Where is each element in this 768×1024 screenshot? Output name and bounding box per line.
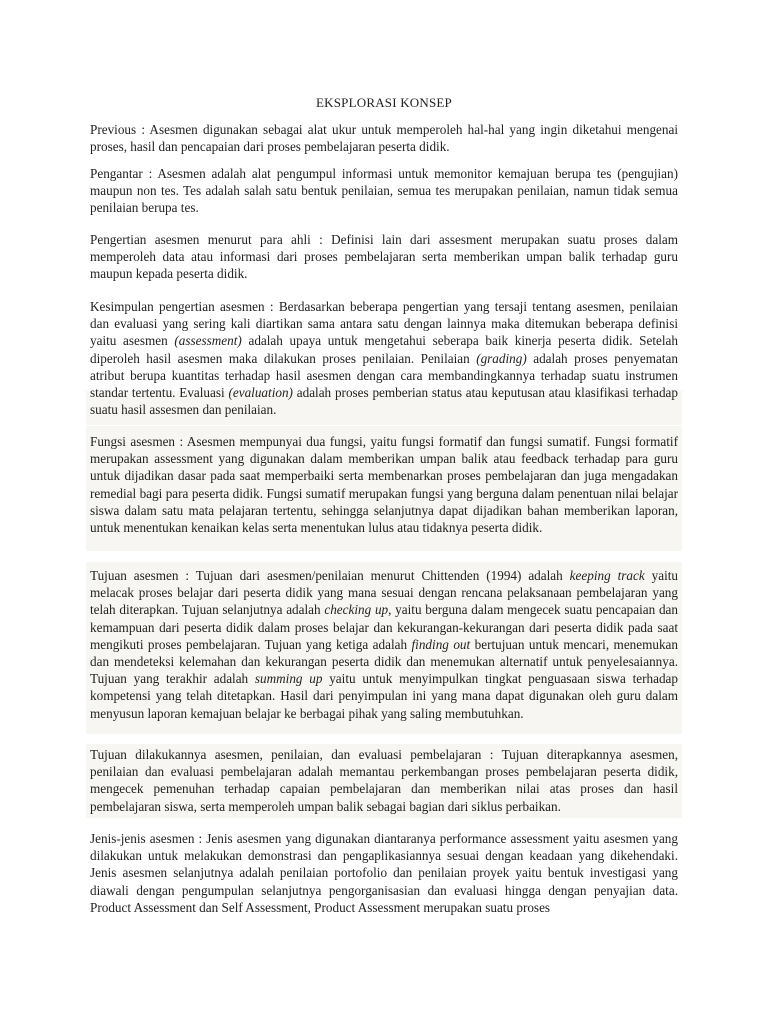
paragraph-text: Tujuan dilakukannya asesmen, penilaian, dan evaluasi pembelajaran : Tujuan diterapkannya asesmen, penilaian dan evaluasi pembelajaran adalah memantau perkembangan proses pembelajaran peserta didik, mengecek pemenuhan terhadap capaian pembelajaran dan memberikan nilai atas proses dan hasil pembelajaran siswa, serta memperoleh umpan balik sebagai bagian dari siklus perbaikan. (90, 747, 678, 814)
paragraph-tujuan-dilakukan (90, 746, 678, 815)
paragraph-previous (90, 121, 678, 155)
italic-term: (assessment) (174, 333, 242, 349)
paragraph-text: bertujuan untuk mencari, menemukan dan mendeteksi kelemahan dan kekurangan peserta didik dan menemukan alternatif untuk penyelesaiannya. Tujuan yang terakhir adalah (90, 636, 679, 687)
paragraph-text: adalah proses pemberian status atau keputusan atau klasifikasi terhadap suatu hasil assesmen dan penilaian. (90, 385, 678, 418)
italic-term: (evaluation) (228, 385, 293, 401)
paragraph-text: yaitu melacak proses belajar dari peserta didik yang mana sesuai dengan rencana pelaksanaan pembelajaran yang telah diterapkan. Tujuan selanjutnya adalah (90, 568, 678, 618)
paragraph-text: Fungsi asesmen : Asesmen mempunyai dua fungsi, yaitu fungsi formatif dan fungsi sumatif. Fungsi formatif merupakan assessment yang digunakan dalam memberikan umpan balik atau feedback terhadap para guru untuk dijadikan dasar pada saat memperbaiki serta membenarkan proses pembelajaran dan juga mengadakan remedial bagi para peserta didik. Fungsi sumatif merupakan fungsi yang berguna dalam penentuan nilai belajar siswa dalam satu mata pelajaran tertentu, sehingga selanjutnya dapat dijadikan bahan memberikan laporan, untuk menentukan kenaikan kelas serta menentukan lulus atau tidaknya peserta didik. (90, 434, 678, 536)
paragraph-jenis (90, 830, 678, 916)
paragraph-text: Pengantar : Asesmen adalah alat pengumpul informasi untuk memonitor kemajuan berupa tes (pengujian) maupun non tes. Tes adalah salah satu bentuk penilaian, semua tes merupakan penilaian, namun tidak semua penilaian berupa tes. (90, 166, 678, 216)
paragraph-text: adalah proses penyematan atribut berupa kuantitas terhadap hasil asesmen dengan cara membandingkannya terhadap suatu instrumen standar tertentu. Evaluasi (90, 350, 679, 401)
italic-term: (grading) (476, 350, 527, 366)
paragraph-pengertian (90, 231, 678, 283)
italic-term: finding out (411, 636, 471, 652)
paragraph-text: Kesimpulan pengertian asesmen : Berdasarkan beberapa pengertian yang tersaji tentang asesmen, penilaian dan evaluasi yang sering kali diartikan sama antara satu dengan lainnya maka ditemukan beberapa definisi yaitu asesmen (90, 299, 678, 349)
paragraph-text: , yaitu berguna dalam mengecek suatu pencapaian dan kemampuan dari peserta didik dalam proses belajar dan kekurangan-kekurangan dari peserta didik pada saat mengikuti proses pembelajaran. Tujuan yang ketiga adalah (90, 602, 679, 652)
paragraph-text: Pengertian asesmen menurut para ahli : Definisi lain dari assesment merupakan suatu proses dalam memperoleh data atau informasi dari proses pembelajaran serta memberikan umpan balik terhadap guru maupun kepada peserta didik. (90, 232, 678, 282)
paragraph-fungsi (90, 433, 678, 536)
italic-term: checking up (324, 602, 389, 618)
paragraph-text: Previous : Asesmen digunakan sebagai alat ukur untuk memperoleh hal-hal yang ingin diketahui mengenai proses, hasil dan pencapaian dari proses pembelajaran peserta didik. (90, 122, 678, 155)
italic-term: summing up (254, 671, 323, 687)
paragraph-text: yaitu untuk menyimpulkan tingkat penguasaan siswa terhadap kompetensi yang telah ditetapkan. Hasil dari penyimpulan ini yang mana dapat digunakan oleh guru dalam menyusun laporan kemajuan belajar ke berbagai pihak yang saling membutuhkan. (90, 671, 678, 721)
paragraph-text: adalah upaya untuk mengetahui seberapa baik kinerja peserta didik. Setelah diperoleh hasil asesmen maka dilakukan proses penilaian. Penilaian (90, 333, 678, 366)
paragraph-text: Jenis-jenis asesmen : Jenis asesmen yang digunakan diantaranya performance assessment yaitu asesmen yang dilakukan untuk melakukan demonstrasi dan pengaplikasiannya sesuai dengan keadaan yang dikehendaki. Jenis asesmen selanjutnya adalah penilaian portofolio dan penilaian proyek yaitu bentuk investigasi yang diawali dengan pengumpulan selanjutnya pengorganisasian dan evaluasi hingga dengan penyajian data. Product Assessment dan Self Assessment, Product Assessment merupakan suatu proses (90, 831, 678, 915)
italic-term: keeping track (569, 568, 645, 583)
paragraph-tujuan (90, 567, 678, 722)
paragraph-pengantar (90, 165, 678, 217)
document-title: EKSPLORASI KONSEP (316, 95, 452, 110)
paragraph-kesimpulan (90, 298, 678, 418)
paragraph-text: Tujuan asesmen : Tujuan dari asesmen/penilaian menurut Chittenden (1994) adalah (90, 568, 570, 583)
